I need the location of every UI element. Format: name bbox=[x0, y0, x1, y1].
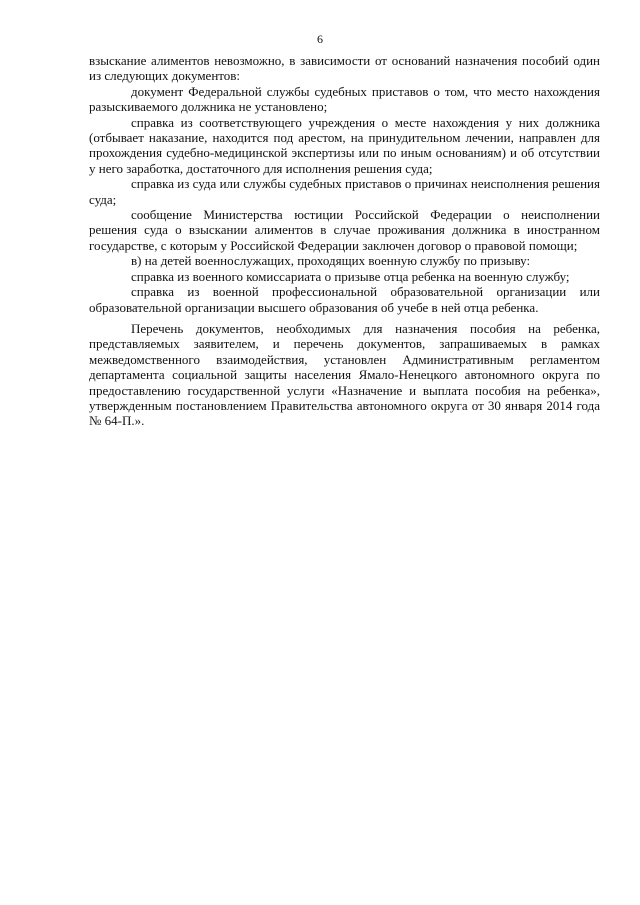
paragraph-documents-list: Перечень документов, необходимых для назначения пособия на ребенка, представляемых заявителем, и перечень документов, запрашиваемых в рамках межведомственного взаимодействия, установлен Административным регламентом департамента социальной защиты населения Ямало-Ненецкого автономного округа по предоставлению государственной услуги «Назначение и выплата пособия на ребенка», утвержденным постановлением Правительства автономного округа от 30 января 2014 года № 64-П.». bbox=[89, 320, 600, 429]
paragraph-alimony-continuation: взыскание алиментов невозможно, в зависимости от оснований назначения пособий один из следующих документов: bbox=[89, 53, 600, 84]
paragraph-conscript-children: в) на детей военнослужащих, проходящих военную службу по призыву: bbox=[131, 253, 531, 269]
document-body bbox=[89, 53, 600, 429]
page-number: 6 bbox=[317, 32, 323, 46]
paragraph-institution-certificate: справка из соответствующего учреждения о месте нахождения у них должника (отбывает наказание, находится под арестом, на принудительном лечении, направлен для прохождения судебно-медицинской экспертизы или по иным основаниям) и об отсутствии у него заработка, достаточного для исполнения решения суда; bbox=[89, 114, 600, 176]
paragraph-bailiff-document: документ Федеральной службы судебных приставов о том, что место нахождения разыскиваемого должника не установлено; bbox=[89, 83, 600, 115]
paragraph-military-commissariat: справка из военного комиссариата о призыве отца ребенка на военную службу; bbox=[131, 268, 570, 284]
paragraph-ministry-message: сообщение Министерства юстиции Российской Федерации о неисполнении решения суда о взыскании алиментов в случае проживания должника в иностранном государстве, с которым у Российской Федерации заключен договор о правовой помощи; bbox=[89, 207, 600, 253]
paragraph-military-education: справка из военной профессиональной образовательной организации или образовательной организации высшего образования об учебе в ней отца ребенка. bbox=[89, 284, 600, 315]
paragraph-court-certificate: справка из суда или службы судебных приставов о причинах неисполнения решения суда; bbox=[89, 176, 600, 207]
